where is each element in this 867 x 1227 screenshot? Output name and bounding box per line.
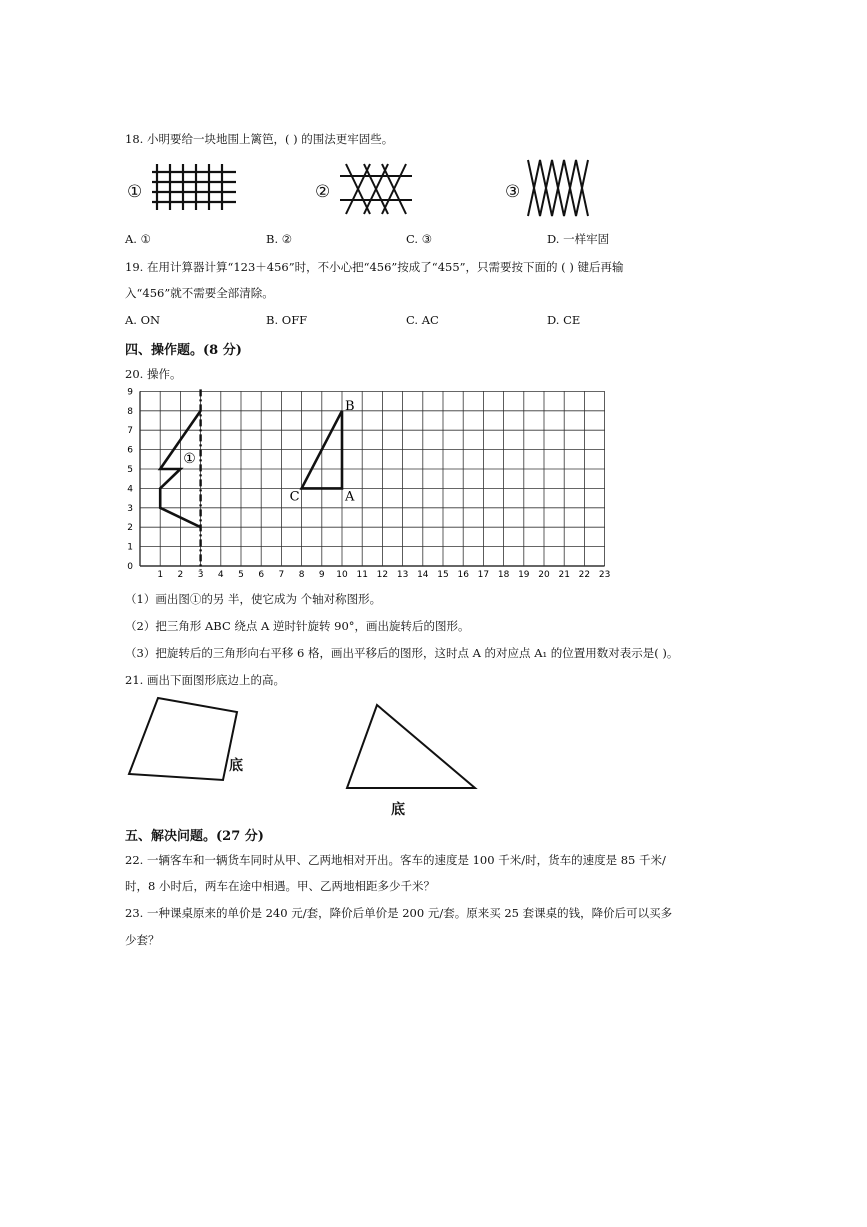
point-label-b: B <box>345 398 355 414</box>
x-tick-label: 14 <box>417 570 429 580</box>
q20-item-3: （3）把旋转后的三角形向右平移 6 格，画出平移后的图形，这时点 A 的对应点 A₁ 的位置用数对表示是( )。 <box>125 646 679 660</box>
fence-label-1: ① <box>127 182 143 202</box>
y-tick-label: 4 <box>127 484 133 495</box>
q20-title: 20. 操作。 <box>125 367 182 381</box>
x-tick-label: 6 <box>258 570 265 580</box>
q22-line1: 22. 一辆客车和一辆货车同时从甲、乙两地相对开出。客车的速度是 100 千米/时，货车的速度是 85 千米/ <box>125 853 666 867</box>
point-label-c: C <box>289 489 300 505</box>
q19-option-b: B. OFF <box>266 313 308 327</box>
x-tick-label: 5 <box>238 570 244 580</box>
x-tick-label: 2 <box>177 570 184 580</box>
triangle-shape <box>347 705 475 788</box>
x-tick-label: 17 <box>477 570 490 580</box>
q21-figures <box>125 695 485 800</box>
q22-line2: 时，8 小时后，两车在途中相遇。甲、乙两地相距多少千米？ <box>125 879 435 893</box>
x-tick-label: 19 <box>518 570 530 580</box>
x-tick-label: 16 <box>457 570 469 580</box>
parallelogram-shape <box>129 698 237 780</box>
x-tick-label: 20 <box>538 570 550 580</box>
y-tick-label: 5 <box>127 465 133 475</box>
fence-diamond-figure <box>524 160 596 216</box>
y-tick-label: 7 <box>127 426 133 437</box>
x-tick-label: 10 <box>336 570 348 580</box>
q18-option-c: C. ③ <box>406 232 433 246</box>
q18-option-b: B. ② <box>266 232 293 246</box>
q23-line1: 23. 一种课桌原来的单价是 240 元/套，降价后单价是 200 元/套。原来买 25 套课桌的钱，降价后可以买多 <box>125 906 673 920</box>
x-tick-label: 12 <box>376 570 389 580</box>
point-label-a: A <box>345 489 355 505</box>
q18-option-a: A. ① <box>125 232 151 246</box>
coordinate-grid <box>120 387 611 585</box>
x-tick-label: 4 <box>217 570 224 580</box>
x-tick-label: 8 <box>298 570 305 580</box>
fence-cross-figure <box>340 164 412 214</box>
q19-option-a: A. ON <box>125 313 161 327</box>
x-tick-label: 18 <box>497 570 510 580</box>
y-tick-label: 9 <box>127 387 133 398</box>
q20-item-1: （1）画出图①的另 半，使它成为 个轴对称图形。 <box>125 592 382 606</box>
shape-1-label: ① <box>183 451 196 468</box>
x-tick-label: 3 <box>197 570 204 580</box>
q21-title: 21. 画出下面图形底边上的高。 <box>125 673 285 687</box>
x-tick-label: 13 <box>396 570 409 580</box>
y-tick-label: 1 <box>127 542 133 553</box>
section5-header: 五、解决问题。(27 分) <box>125 829 264 844</box>
fence-grid-figure <box>152 164 236 210</box>
q19-stem-line2: 入“456”就不需要全部清除。 <box>125 286 274 300</box>
parallelogram-base-label: 底 <box>229 758 243 774</box>
fence-label-3: ③ <box>505 182 521 202</box>
x-tick-label: 15 <box>437 570 449 580</box>
y-tick-label: 0 <box>127 562 133 572</box>
x-tick-label: 22 <box>578 570 591 580</box>
q23-line2: 少套？ <box>125 933 160 947</box>
q19-option-d: D. CE <box>547 313 581 327</box>
y-tick-label: 2 <box>127 523 133 534</box>
y-tick-label: 3 <box>127 503 133 514</box>
triangle-base-label: 底 <box>391 802 405 818</box>
x-tick-label: 21 <box>558 570 570 580</box>
q18-stem: 18. 小明要给一块地围上篱笆，( ) 的围法更牢固些。 <box>125 132 394 146</box>
q19-stem-line1: 19. 在用计算器计算“123＋456”时，不小心把“456”按成了“455”，只需要按下面的 ( ) 键后再输 <box>125 260 624 274</box>
x-tick-label: 9 <box>318 570 325 580</box>
x-tick-label: 11 <box>356 570 368 580</box>
x-tick-label: 7 <box>278 570 285 580</box>
q18-option-d: D. 一样牢固 <box>547 232 610 246</box>
q19-option-c: C. AC <box>406 313 439 327</box>
y-tick-label: 8 <box>127 406 133 417</box>
section4-header: 四、操作题。(8 分) <box>125 343 242 358</box>
y-tick-label: 6 <box>127 445 133 456</box>
fence-label-2: ② <box>315 182 331 202</box>
x-tick-label: 1 <box>157 570 164 580</box>
x-tick-label: 23 <box>598 570 611 580</box>
q20-item-2: （2）把三角形 ABC 绕点 A 逆时针旋转 90°，画出旋转后的图形。 <box>125 619 470 633</box>
